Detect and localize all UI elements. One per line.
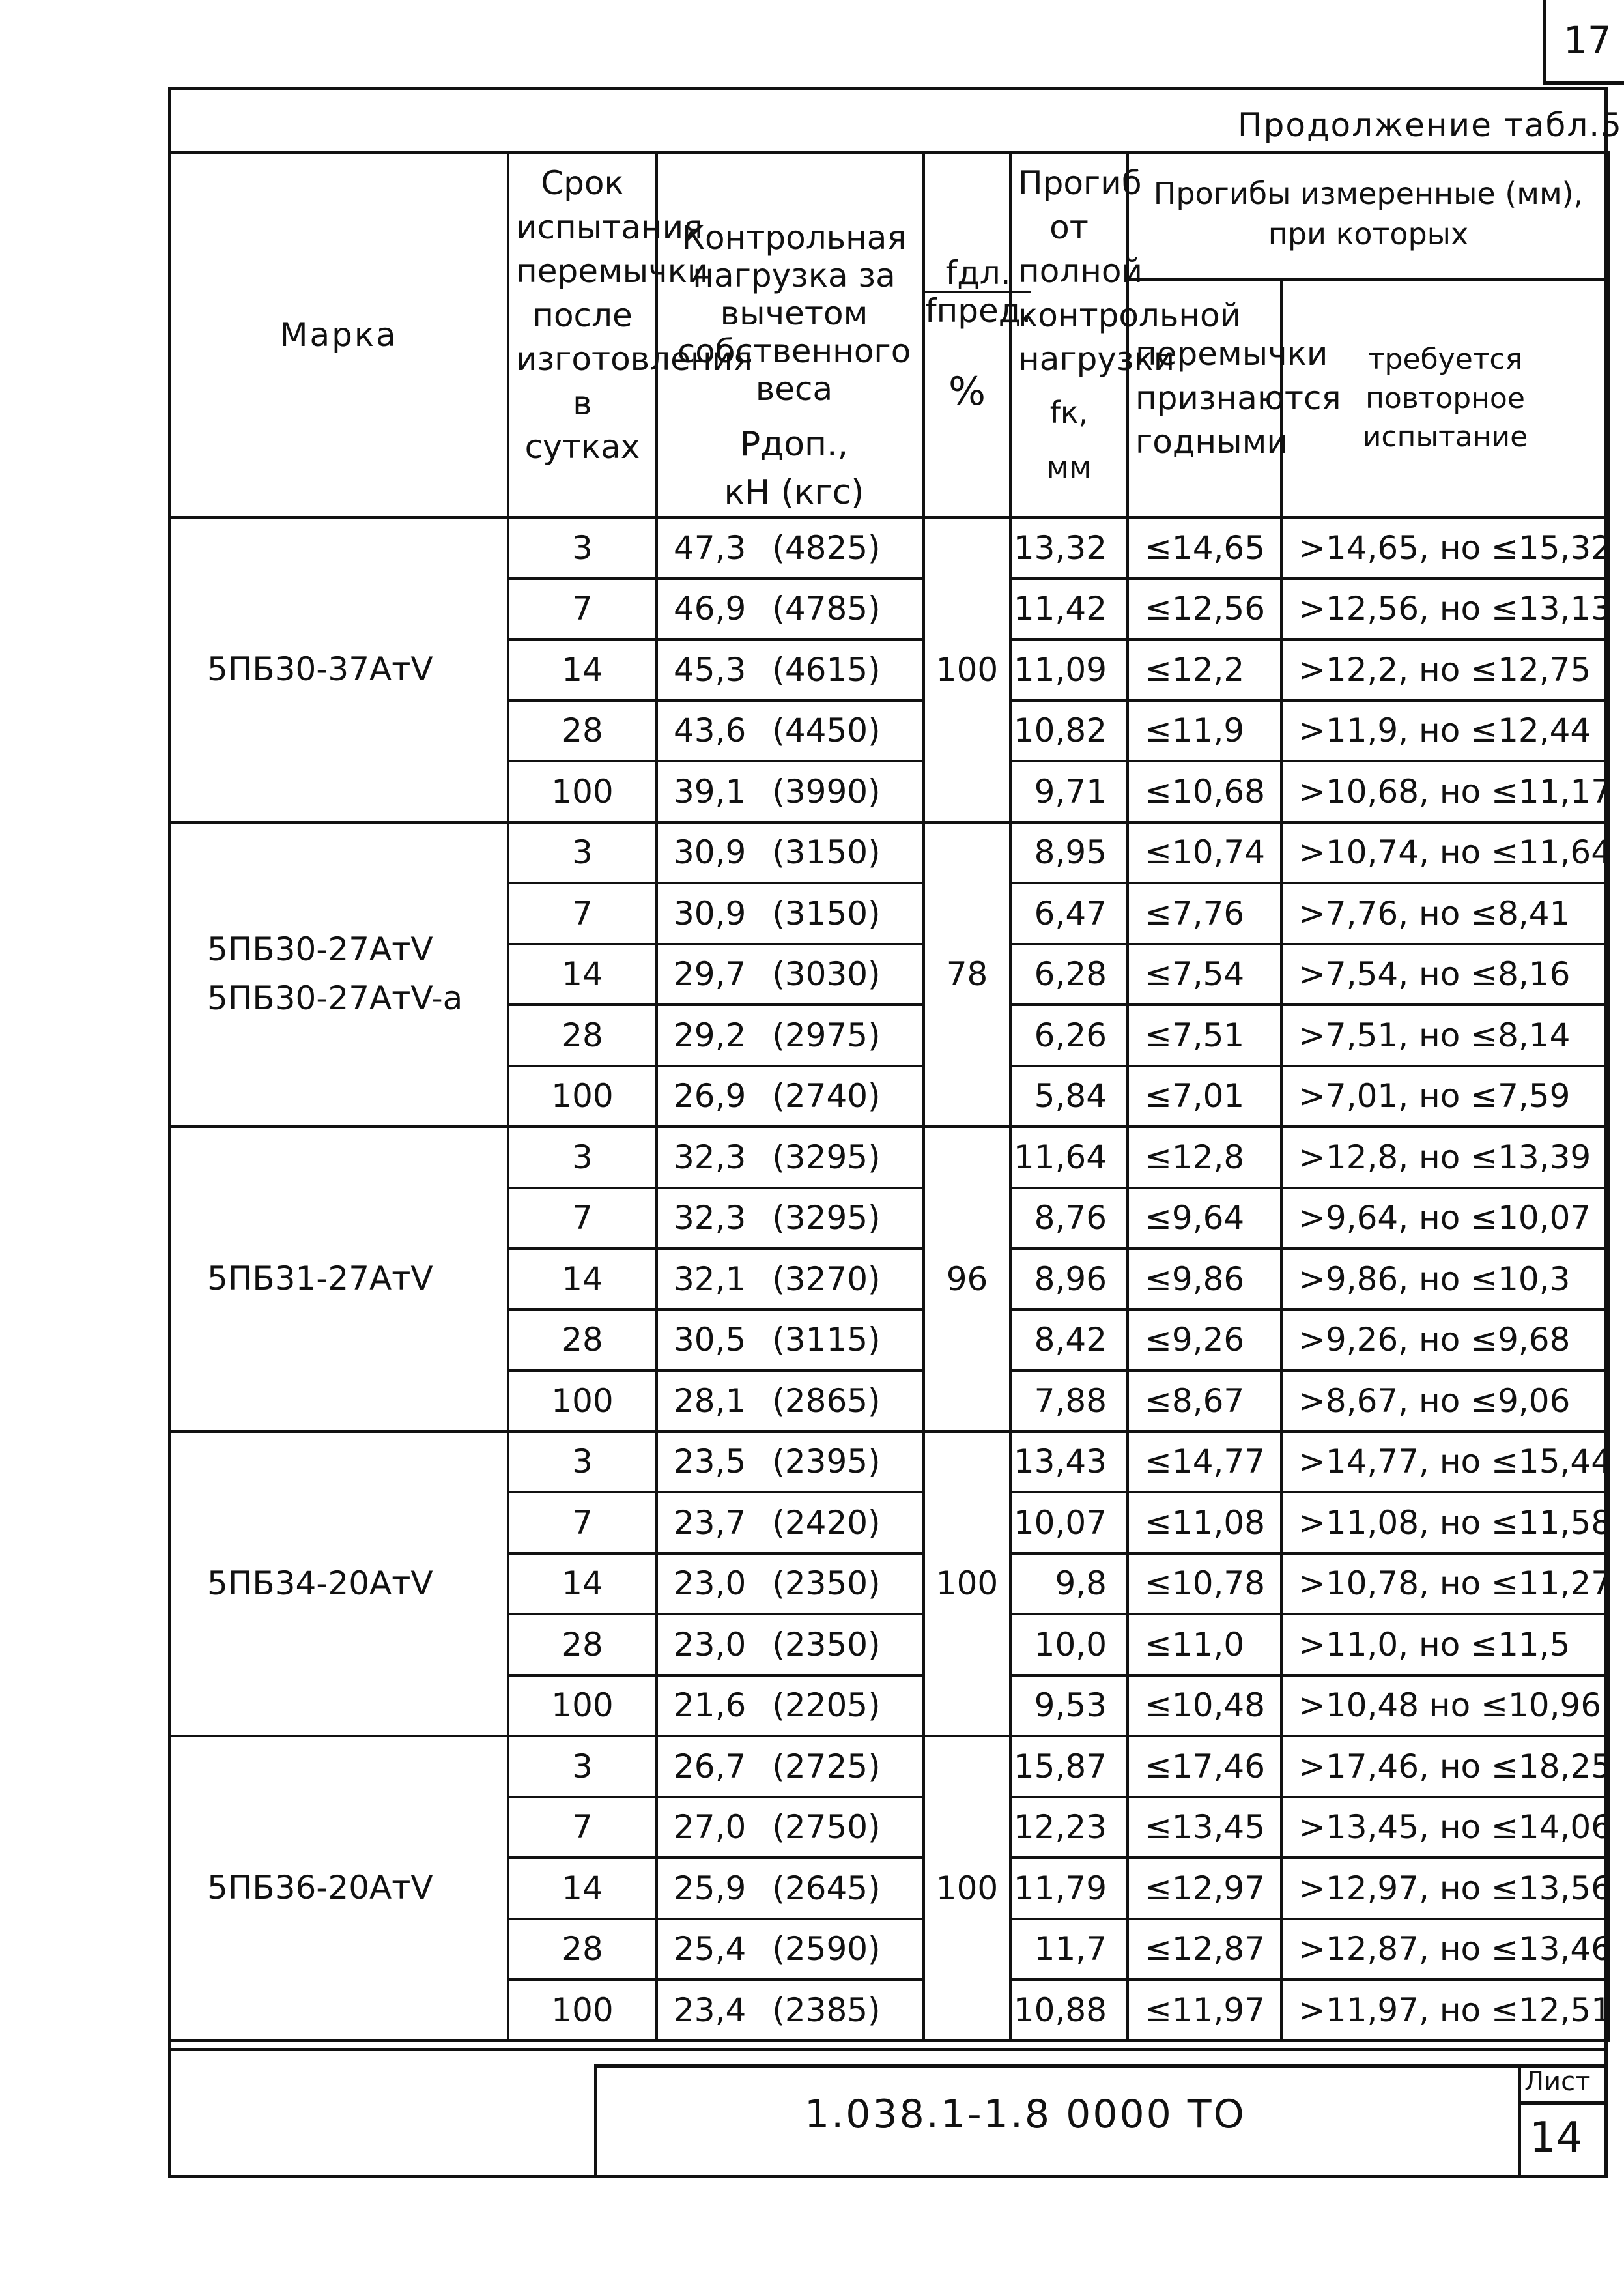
sheet-label: Лист	[1524, 2067, 1591, 2097]
deflection-cell: 11,79	[1010, 1858, 1128, 1919]
accepted-cell: ≤10,74	[1128, 822, 1281, 884]
load-cell	[657, 761, 924, 822]
accepted-cell: ≤11,97	[1128, 1980, 1281, 2041]
mark-cell	[169, 1736, 508, 2041]
accepted-cell: ≤9,64	[1128, 1188, 1281, 1249]
load-kgs: (2420)	[772, 1503, 881, 1542]
load-kn: 32,3	[674, 1138, 747, 1176]
load-kn: 43,6	[674, 712, 747, 750]
load-kgs: (3295)	[772, 1138, 881, 1176]
retest-cell: >12,2, но ≤12,75	[1281, 639, 1609, 700]
days-cell: 14	[508, 1553, 657, 1615]
days-cell: 100	[508, 1370, 657, 1432]
days-cell: 100	[508, 1980, 657, 2041]
retest-cell: >10,74, но ≤11,64	[1281, 822, 1609, 884]
retest-cell: >12,97, но ≤13,56	[1281, 1858, 1609, 1919]
header-full-deflection-text: Прогиб от полной контрольной нагрузки	[1018, 164, 1242, 378]
retest-cell: >9,86, но ≤10,3	[1281, 1248, 1609, 1310]
retest-cell: >11,08, но ≤11,58	[1281, 1492, 1609, 1553]
mark-cell	[169, 1127, 508, 1432]
load-kgs: (2385)	[772, 1991, 881, 2029]
table-row	[169, 517, 1609, 579]
deflection-cell: 7,88	[1010, 1370, 1128, 1432]
ratio-cell: 96	[924, 1127, 1010, 1432]
table-body	[169, 517, 1612, 2041]
days-cell: 7	[508, 1492, 657, 1553]
load-cell	[657, 883, 924, 944]
accepted-cell: ≤12,87	[1128, 1919, 1281, 1980]
accepted-cell: ≤10,78	[1128, 1553, 1281, 1615]
load-kgs: (3990)	[772, 772, 881, 811]
deflection-cell: 6,28	[1010, 944, 1128, 1005]
header-control-load-symbol: Pдоп.,	[739, 425, 849, 464]
load-kn: 39,1	[674, 772, 747, 811]
load-kn: 23,0	[674, 1564, 747, 1603]
days-cell: 3	[508, 1736, 657, 1797]
load-kn: 23,4	[674, 1991, 747, 2029]
load-kn: 29,7	[674, 955, 747, 994]
retest-cell: >10,68, но ≤11,17	[1281, 761, 1609, 822]
retest-cell: >7,54, но ≤8,16	[1281, 944, 1609, 1005]
load-kn: 32,3	[674, 1199, 747, 1237]
deflection-cell: 6,26	[1010, 1005, 1128, 1066]
accepted-cell: ≤7,01	[1128, 1066, 1281, 1127]
days-cell: 28	[508, 1919, 657, 1980]
days-cell: 28	[508, 700, 657, 762]
load-kgs: (2865)	[772, 1381, 881, 1420]
load-cell	[657, 1310, 924, 1371]
days-cell: 100	[508, 1675, 657, 1736]
days-cell: 3	[508, 517, 657, 579]
days-cell: 7	[508, 1797, 657, 1858]
load-kn: 46,9	[674, 590, 747, 628]
deflection-cell: 13,32	[1010, 517, 1128, 579]
load-kgs: (2350)	[772, 1625, 881, 1664]
load-kn: 26,9	[674, 1077, 747, 1116]
retest-cell: >13,45, но ≤14,06	[1281, 1797, 1609, 1858]
table-row	[169, 1736, 1609, 1797]
load-kgs: (4785)	[772, 590, 881, 628]
continuation-caption: Продолжение табл.5	[1238, 106, 1623, 144]
load-kn: 30,9	[674, 833, 747, 872]
load-kgs: (2590)	[772, 1930, 881, 1968]
deflection-cell: 10,88	[1010, 1980, 1128, 2041]
retest-cell: >12,56, но ≤13,13	[1281, 579, 1609, 640]
accepted-cell: ≤10,48	[1128, 1675, 1281, 1736]
mark-label: 5ПБ34-20АтV	[207, 1564, 433, 1602]
load-kn: 23,7	[674, 1503, 747, 1542]
load-cell	[657, 1432, 924, 1493]
load-kgs: (3295)	[772, 1199, 881, 1237]
accepted-cell: ≤14,65	[1128, 517, 1281, 579]
load-cell	[657, 822, 924, 884]
header-test-period	[508, 152, 753, 517]
days-cell: 7	[508, 579, 657, 640]
load-cell	[657, 1797, 924, 1858]
deflection-cell: 11,64	[1010, 1127, 1128, 1188]
load-kn: 47,3	[674, 528, 747, 567]
load-cell	[657, 1980, 924, 2041]
retest-cell: >11,97, но ≤12,51	[1281, 1980, 1609, 2041]
header-test-period-text: Срок испытания перемычки после изготовления в сутках	[516, 164, 753, 466]
load-cell	[657, 1736, 924, 1797]
load-cell	[657, 1614, 924, 1675]
header-ratio-unit: %	[948, 369, 986, 414]
load-kn: 23,5	[674, 1443, 747, 1481]
table-row	[169, 1127, 1609, 1188]
load-cell	[657, 1005, 924, 1066]
header-control-load-text: Контрольная нагрузка за вычетом собственного веса	[677, 219, 911, 408]
retest-cell: >11,9, но ≤12,44	[1281, 700, 1609, 762]
retest-cell: >9,26, но ≤9,68	[1281, 1310, 1609, 1371]
load-kgs: (2395)	[772, 1443, 881, 1481]
load-cell	[657, 944, 924, 1005]
load-kgs: (4615)	[772, 650, 881, 689]
days-cell: 7	[508, 883, 657, 944]
retest-cell: >14,65, но ≤15,32	[1281, 517, 1609, 579]
deflection-cell: 9,53	[1010, 1675, 1128, 1736]
days-cell: 3	[508, 1127, 657, 1188]
load-kgs: (2205)	[772, 1686, 881, 1725]
accepted-cell: ≤11,0	[1128, 1614, 1281, 1675]
days-cell: 7	[508, 1188, 657, 1249]
retest-cell: >8,67, но ≤9,06	[1281, 1370, 1609, 1432]
retest-cell: >17,46, но ≤18,25	[1281, 1736, 1609, 1797]
header-ratio	[924, 152, 1032, 517]
load-cell	[657, 1675, 924, 1736]
retest-cell: >7,76, но ≤8,41	[1281, 883, 1609, 944]
table-row	[169, 1432, 1609, 1493]
accepted-cell: ≤7,76	[1128, 883, 1281, 944]
header-control-load	[657, 152, 924, 517]
ratio-cell: 100	[924, 517, 1010, 822]
days-cell: 100	[508, 1066, 657, 1127]
load-kgs: (2645)	[772, 1869, 881, 1907]
deflection-cell: 9,71	[1010, 761, 1128, 822]
ratio-cell: 100	[924, 1432, 1010, 1736]
sheet-number: 14	[1530, 2114, 1583, 2162]
footer-rule	[168, 2048, 1608, 2051]
load-kn: 25,9	[674, 1869, 747, 1907]
load-cell	[657, 1370, 924, 1432]
load-kgs: (2350)	[772, 1564, 881, 1603]
deflection-cell: 13,43	[1010, 1432, 1128, 1493]
load-cell	[657, 1066, 924, 1127]
accepted-cell: ≤13,45	[1128, 1797, 1281, 1858]
retest-cell: >7,51, но ≤8,14	[1281, 1005, 1609, 1066]
header-ratio-denominator: fпред.	[925, 292, 1032, 330]
retest-cell: >10,48 но ≤10,96	[1281, 1675, 1609, 1736]
load-cell	[657, 517, 924, 579]
deflection-cell: 9,8	[1010, 1553, 1128, 1615]
retest-cell: >7,01, но ≤7,59	[1281, 1066, 1609, 1127]
load-kn: 30,5	[674, 1321, 747, 1359]
header-control-load-units: кН (кгс)	[724, 473, 864, 512]
days-cell: 3	[508, 1432, 657, 1493]
days-cell: 14	[508, 944, 657, 1005]
load-kn: 32,1	[674, 1260, 747, 1298]
retest-cell: >11,0, но ≤11,5	[1281, 1614, 1609, 1675]
deflection-cell: 8,96	[1010, 1248, 1128, 1310]
days-cell: 14	[508, 639, 657, 700]
accepted-cell: ≤12,97	[1128, 1858, 1281, 1919]
load-cell	[657, 1248, 924, 1310]
mark-cell	[169, 822, 508, 1127]
document-code: 1.038.1-1.8 0000 ТО	[805, 2092, 1246, 2137]
load-kn: 30,9	[674, 894, 747, 932]
load-cell	[657, 1919, 924, 1980]
days-cell: 14	[508, 1858, 657, 1919]
load-kgs: (4450)	[772, 712, 881, 750]
days-cell: 3	[508, 822, 657, 884]
deflection-cell: 8,95	[1010, 822, 1128, 884]
accepted-cell: ≤11,08	[1128, 1492, 1281, 1553]
days-cell: 28	[508, 1005, 657, 1066]
load-kn: 25,4	[674, 1930, 747, 1968]
mark-label: 5ПБ31-27АтV	[207, 1260, 433, 1298]
accepted-cell: ≤9,86	[1128, 1248, 1281, 1310]
load-cell	[657, 1492, 924, 1553]
load-cell	[657, 1858, 924, 1919]
load-cell	[657, 1127, 924, 1188]
days-cell: 14	[508, 1248, 657, 1310]
deflection-cell: 12,23	[1010, 1797, 1128, 1858]
load-kgs: (4825)	[772, 528, 881, 567]
mark-cell	[169, 1432, 508, 1736]
retest-cell: >12,8, но ≤13,39	[1281, 1127, 1609, 1188]
deflection-cell: 10,82	[1010, 700, 1128, 762]
retest-cell: >12,87, но ≤13,46	[1281, 1919, 1609, 1980]
header-ratio-fraction	[925, 255, 1031, 329]
deflection-cell: 11,42	[1010, 579, 1128, 640]
load-kgs: (3030)	[772, 955, 881, 994]
load-kgs: (2975)	[772, 1016, 881, 1054]
header-deflection-unit: мм	[1046, 449, 1092, 485]
load-kn: 45,3	[674, 650, 747, 689]
accepted-cell: ≤12,8	[1128, 1127, 1281, 1188]
header-mark: Марка	[169, 152, 508, 517]
accepted-cell: ≤12,56	[1128, 579, 1281, 640]
accepted-cell: ≤17,46	[1128, 1736, 1281, 1797]
accepted-cell: ≤11,9	[1128, 700, 1281, 762]
accepted-cell: ≤8,67	[1128, 1370, 1281, 1432]
deflection-cell: 10,07	[1010, 1492, 1128, 1553]
load-kn: 29,2	[674, 1016, 747, 1054]
load-cell	[657, 579, 924, 640]
load-cell	[657, 1188, 924, 1249]
load-kgs: (3150)	[772, 833, 881, 872]
mark-label: 5ПБ30-37АтV	[207, 650, 433, 689]
retest-cell: >9,64, но ≤10,07	[1281, 1188, 1609, 1249]
header-retest: требуется повторное испытание	[1281, 280, 1609, 517]
load-kn: 21,6	[674, 1686, 747, 1725]
load-kgs: (2725)	[772, 1747, 881, 1785]
accepted-cell: ≤12,2	[1128, 639, 1281, 700]
load-cell	[657, 1553, 924, 1615]
load-cell	[657, 700, 924, 762]
mark-label: 5ПБ30-27АтV-а	[207, 979, 463, 1018]
ratio-cell: 78	[924, 822, 1010, 1127]
days-cell: 100	[508, 761, 657, 822]
load-kgs: (3150)	[772, 894, 881, 932]
deflection-cell: 11,7	[1010, 1919, 1128, 1980]
load-cell	[657, 639, 924, 700]
ratio-cell: 100	[924, 1736, 1010, 2041]
load-kgs: (2750)	[772, 1808, 881, 1847]
mark-label: 5ПБ30-27АтV	[207, 930, 433, 969]
load-kgs: (3270)	[772, 1260, 881, 1298]
retest-cell: >10,78, но ≤11,27	[1281, 1553, 1609, 1615]
accepted-cell: ≤7,51	[1128, 1005, 1281, 1066]
mark-label: 5ПБ36-20АтV	[207, 1869, 433, 1907]
deflection-cell: 10,0	[1010, 1614, 1128, 1675]
accepted-cell: ≤14,77	[1128, 1432, 1281, 1493]
load-kgs: (2740)	[772, 1077, 881, 1116]
days-cell: 28	[508, 1310, 657, 1371]
deflection-cell: 6,47	[1010, 883, 1128, 944]
load-kgs: (3115)	[772, 1321, 881, 1359]
deflection-cell: 11,09	[1010, 639, 1128, 700]
header-accepted: перемычки признаются годными	[1128, 280, 1281, 517]
deflection-table	[168, 151, 1610, 2042]
deflection-cell: 15,87	[1010, 1736, 1128, 1797]
load-kn: 23,0	[674, 1625, 747, 1664]
load-kn: 28,1	[674, 1381, 747, 1420]
days-cell: 28	[508, 1614, 657, 1675]
retest-cell: >14,77, но ≤15,44	[1281, 1432, 1609, 1493]
deflection-cell: 5,84	[1010, 1066, 1128, 1127]
deflection-cell: 8,76	[1010, 1188, 1128, 1249]
header-deflection-symbol: fк,	[1049, 394, 1089, 430]
header-ratio-numerator: fдл.	[925, 255, 1031, 293]
deflection-cell: 8,42	[1010, 1310, 1128, 1371]
load-kn: 26,7	[674, 1747, 747, 1785]
page-number: 17	[1563, 18, 1612, 63]
table-row	[169, 822, 1609, 884]
header-measured-deflections: Прогибы измеренные (мм), при которых	[1128, 152, 1609, 280]
accepted-cell: ≤10,68	[1128, 761, 1281, 822]
accepted-cell: ≤7,54	[1128, 944, 1281, 1005]
accepted-cell: ≤9,26	[1128, 1310, 1281, 1371]
mark-cell	[169, 517, 508, 822]
load-kn: 27,0	[674, 1808, 747, 1847]
